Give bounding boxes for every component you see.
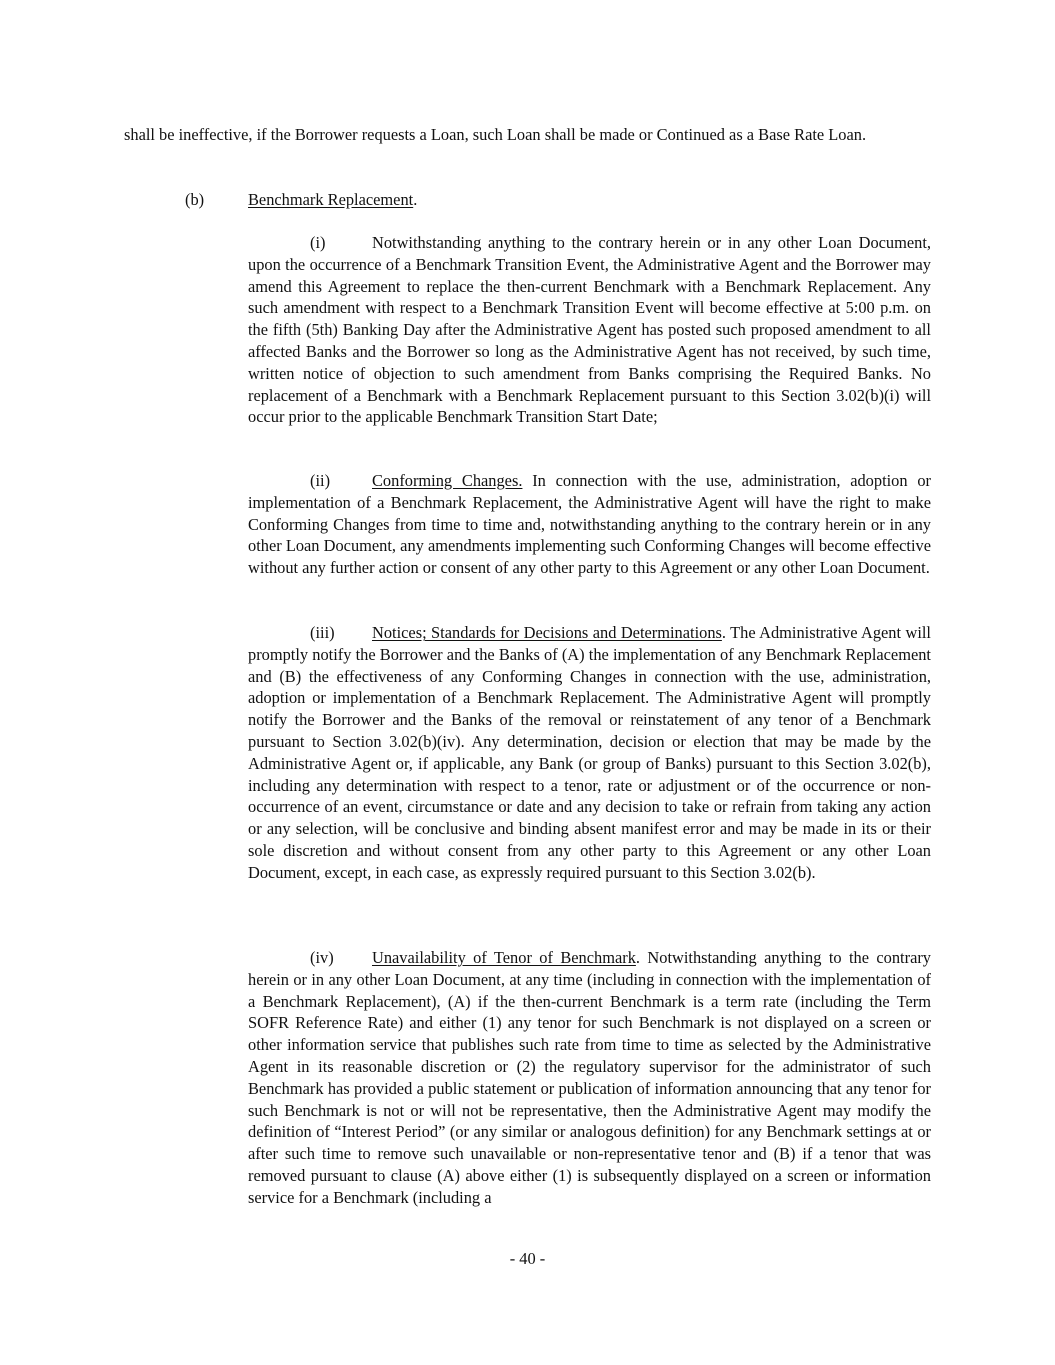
section-b-heading-text: Benchmark Replacement <box>248 190 414 209</box>
subsection-title: Notices; Standards for Decisions and Determinations <box>372 623 722 642</box>
subsection-ii <box>248 470 931 579</box>
subsection-i <box>248 232 931 428</box>
subsection-number: (ii) <box>310 471 331 490</box>
subsection-title-suffix: . <box>721 623 726 642</box>
section-b-heading-suffix: . <box>413 190 418 209</box>
subsection-body: The Administrative Agent will promptly notify the Borrower and the Banks of (A) the implementation of any Benchmark Replacement and (B) the effectiveness of any Conforming Changes in connection with the use, administration, adoption or implementation of a Benchmark Replacement. The Administrative Agent will promptly notify the Borrower and the Banks of the removal or reinstatement of any tenor of a Benchmark pursuant to Section 3.02(b)(iv). Any determination, decision or election that may be made by the Administrative Agent or, if applicable, any Bank (or group of Banks) pursuant to this Section 3.02(b), including any determination with respect to a tenor, rate or adjustment or of the occurrence or non-occurrence of an event, circumstance or date and any decision to take or refrain from taking any action or any selection, will be conclusive and binding absent manifest error and may be made in its or their sole discretion and without consent from any other party to this Agreement or any other Loan Document, except, in each case, as expressly required pursuant to this Section 3.02(b). <box>248 623 931 882</box>
subsection-number: (iv) <box>310 948 334 967</box>
subsection-iv <box>248 947 931 1209</box>
subsection-body: In connection with the use, administration, adoption or implementation of a Benchmark Replacement, the Administrative Agent will have the right to make Conforming Changes from time to time and, notwithstanding anything to the contrary herein or in any other Loan Document, any amendments implementing such Conforming Changes will become effective without any further action or consent of any other party to this Agreement or any other Loan Document. <box>248 471 931 578</box>
section-b-heading <box>248 189 417 211</box>
intro-paragraph: shall be ineffective, if the Borrower requests a Loan, such Loan shall be made or Continued as a Base Rate Loan. <box>124 125 867 144</box>
subsection-number: (iii) <box>310 623 335 642</box>
page-number: - 40 - <box>509 1249 546 1268</box>
subsection-title-suffix: . <box>635 948 641 967</box>
subsection-title: Conforming Changes. <box>372 471 523 490</box>
section-b-label: (b) <box>185 190 205 209</box>
subsection-title: Unavailability of Tenor of Benchmark <box>372 948 636 967</box>
subsection-iii <box>248 622 931 884</box>
subsection-body: Notwithstanding anything to the contrary herein or in any other Loan Document, upon the occurrence of a Benchmark Transition Event, the Administrative Agent and the Borrower may amend this Agreement to replace the then-current Benchmark with a Benchmark Replacement. Any such amendment with respect to a Benchmark Transition Event will become effective at 5:00 p.m. on the fifth (5th) Banking Day after the Administrative Agent has posted such proposed amendment to all affected Banks and the Borrower so long as the Administrative Agent has not received, by such time, written notice of objection to such amendment from Banks comprising the Required Banks. No replacement of a Benchmark with a Benchmark Replacement pursuant to this Section 3.02(b)(i) will occur prior to the applicable Benchmark Transition Start Date; <box>248 233 931 427</box>
subsection-number: (i) <box>310 233 326 252</box>
subsection-body: Notwithstanding anything to the contrary herein or in any other Loan Document, at any time (including in connection with the implementation of a Benchmark Replacement), (A) if the then-current Benchmark is a term rate (including the Term SOFR Reference Rate) and either (1) any tenor for such Benchmark is not displayed on a screen or other information service that publishes such rate from time to time as selected by the Administrative Agent in its reasonable discretion or (2) the regulatory supervisor for the administrator of such Benchmark has provided a public statement or publication of information announcing that any tenor for such Benchmark is not or will not be representative, then the Administrative Agent may modify the definition of “Interest Period” (or any similar or analogous definition) for any Benchmark settings at or after such time to remove such unavailable or non-representative tenor and (B) if a tenor that was removed pursuant to clause (A) above either (1) is subsequently displayed on a screen or information service for a Benchmark (including a <box>248 948 931 1207</box>
